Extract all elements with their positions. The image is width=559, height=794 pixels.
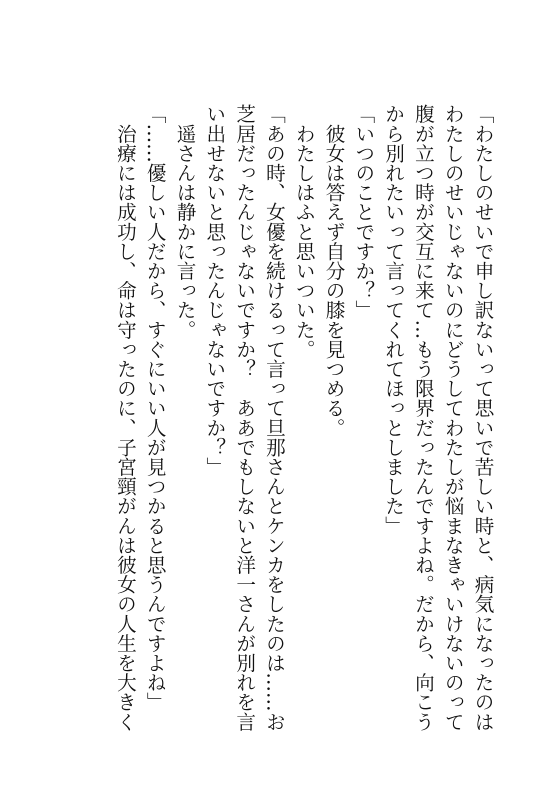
text-line-7: わたしはふと思いついた。	[292, 104, 316, 359]
text-line-9: 芝居だったんじゃないですか？ ああでもしないと洋一さんが別れを言	[232, 104, 256, 732]
text-line-1: 「わたしのせいで申し訳ないって思いで苦しい時と、病気になったのは	[471, 104, 494, 732]
text-line-5: 「いつのことですか？」	[351, 104, 375, 320]
text-line-11: 遥さんは静かに言った。	[173, 104, 197, 340]
text-line-4: から別れたいって言ってくれてほっとしました」	[381, 104, 405, 536]
text-line-12: 「……優しい人だから、すぐにいい人が見つかると思うんですよね」	[143, 104, 167, 712]
text-line-13: 治療には成功し、命は守ったのに、子宮頸がんは彼女の人生を大きく	[113, 104, 137, 732]
vertical-text-column	[110, 104, 497, 732]
text-line-3: 腹が立つ時が交互に来て…もう限界だったんですよね。だから、向こう	[411, 104, 435, 732]
text-line-10: い出せないと思ったんじゃないですか？」	[202, 104, 226, 477]
text-line-8: 「あの時、女優を続けるって言って旦那さんとケンカをしたのは……お	[262, 104, 286, 732]
text-line-2: わたしのせいじゃないのにどうしてわたしが悩まなきゃいけないのって	[441, 104, 465, 732]
text-line-6: 彼女は答えず自分の膝を見つめる。	[322, 104, 346, 438]
